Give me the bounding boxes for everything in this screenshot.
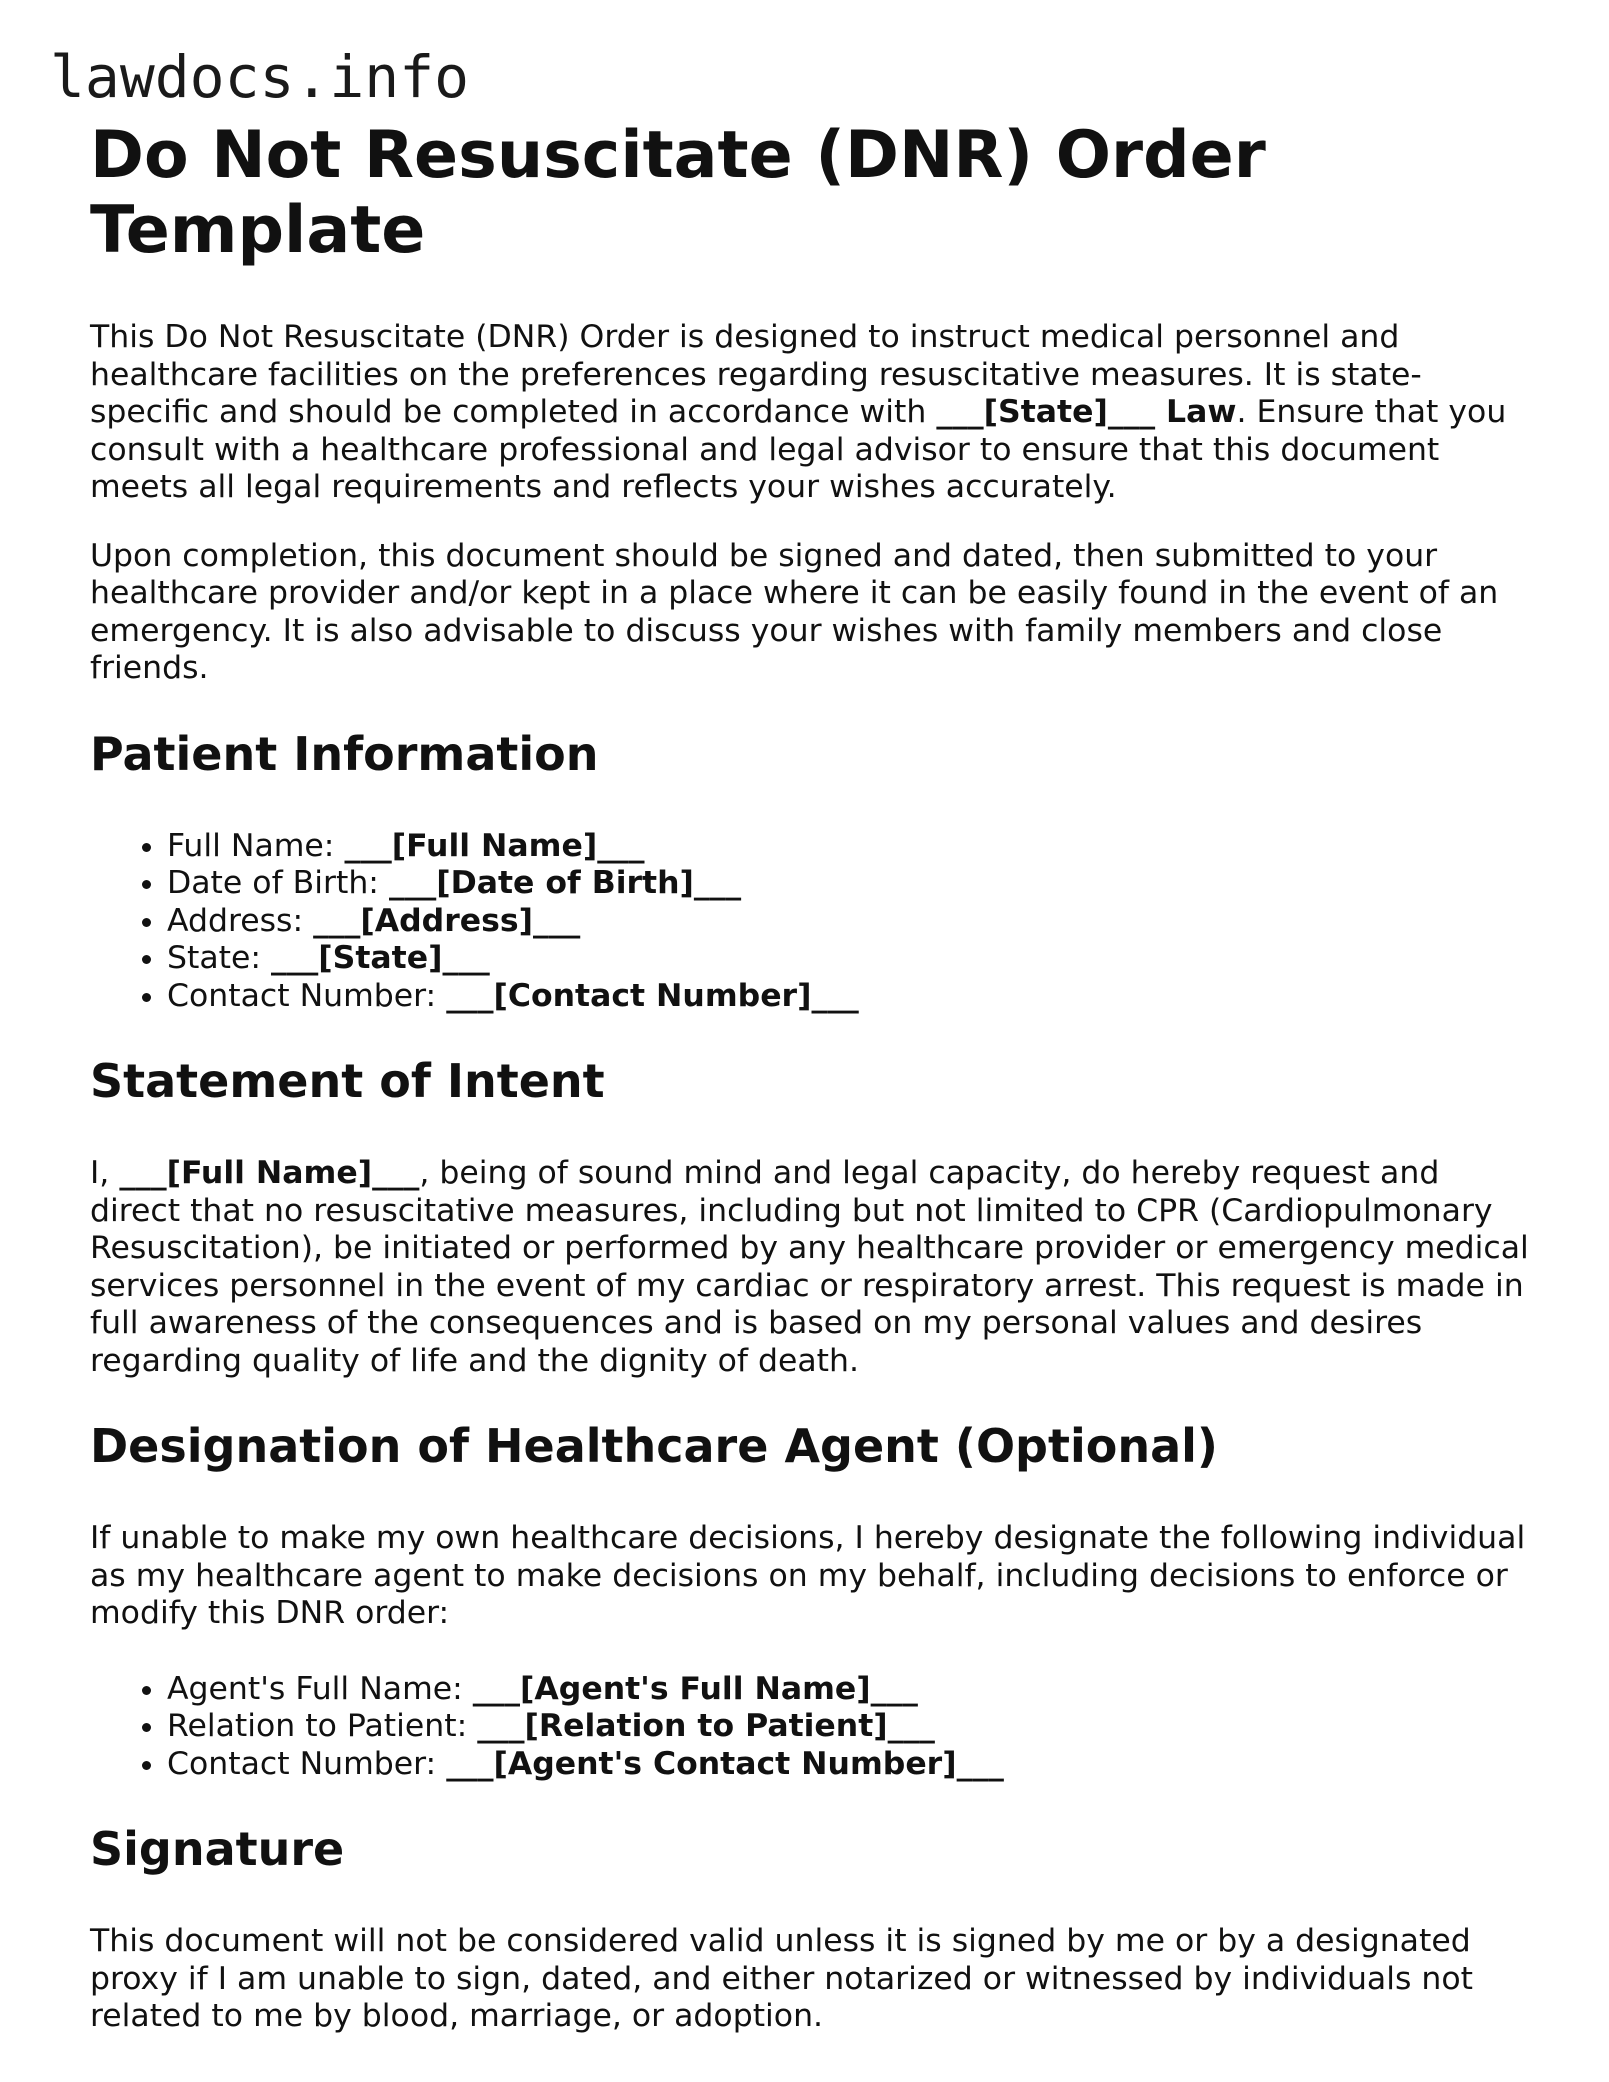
section-heading-statement-of-intent: Statement of Intent [90,1054,605,1108]
field-placeholder: ___[Agent's Full Name]___ [472,1670,918,1707]
list-item [167,1708,1530,1746]
field-placeholder: ___[Full Name]___ [344,827,645,864]
intent-prefix: I, [90,1155,120,1191]
field-placeholder: ___[Relation to Patient]___ [477,1708,935,1744]
site-watermark: lawdocs.info [50,43,470,111]
field-label: Address: [167,902,314,939]
document-title: Do Not Resuscitate (DNR) Order Template [90,118,1266,268]
list-item [167,940,1530,978]
list-item [167,1671,1530,1709]
statement-of-intent-paragraph [90,1155,1530,1380]
field-placeholder: ___[Address]___ [313,902,581,939]
patient-information-list [90,828,1530,1016]
list-item [167,1746,1530,1784]
field-label: Relation to Patient: [167,1708,478,1744]
list-item [167,978,1530,1016]
full-name-placeholder: ___[Full Name]___ [119,1155,420,1191]
intent-text: , being of sound mind and legal capacity, do hereby request and direct that no resuscitative measures, including but not limited to CPR (Cardiopulmonary Resuscitation), be initiated or performed by any healthcare provider or emergency medical services personnel in the event of my cardiac or respiratory arrest. This request is made in full awareness of the consequences and is based on my personal values and desires regarding quality of life and the dignity of death. [90,1155,1529,1379]
field-placeholder: ___[State]___ [271,940,490,976]
intro-text-end: . Ensure that you consult with a healthcare professional and legal advisor to ensure that this document meets all legal requirements and reflects your wishes accurately. [90,394,1507,505]
list-item [167,865,1530,903]
section-heading-healthcare-agent: Designation of Healthcare Agent (Optional) [90,1419,1218,1473]
field-label: Agent's Full Name: [167,1670,473,1707]
healthcare-agent-list [90,1671,1530,1784]
list-item [167,903,1530,941]
field-label: State: [167,940,272,976]
section-heading-patient-information: Patient Information [90,726,599,781]
section-heading-signature: Signature [90,1822,345,1876]
field-label: Date of Birth: [167,865,389,901]
state-law-placeholder: ___[State]___ Law [936,394,1237,430]
field-label: Contact Number: [167,977,447,1014]
document-body [90,118,1530,2036]
field-label: Full Name: [167,827,345,864]
field-placeholder: ___[Contact Number]___ [446,977,859,1014]
field-label: Contact Number: [167,1745,447,1782]
intro-paragraph-completion: Upon completion, this document should be signed and dated, then submitted to your healthcare provider and/or kept in a place where it can be easily found in the event of an emergency. It is also advisable to discuss your wishes with family members and close friends. [90,537,1499,686]
list-item [167,828,1530,866]
field-placeholder: ___[Agent's Contact Number]___ [446,1745,1004,1782]
healthcare-agent-paragraph: If unable to make my own healthcare decisions, I hereby designate the following individual as my healthcare agent to make decisions on my behalf, including decisions to enforce or modify this DNR order: [90,1520,1526,1631]
field-placeholder: ___[Date of Birth]___ [388,865,742,901]
intro-text-start: This Do Not Resuscitate (DNR) Order is designed to instruct medical personnel and healthcare facilities on the preferences regarding resuscitative measures. It is state-specific and should be completed in accordance with [90,319,1422,430]
signature-paragraph: This document will not be considered valid unless it is signed by me or by a designated proxy if I am unable to sign, dated, and either notarized or witnessed by individuals not related to me by blood, marriage, or adoption. [90,1923,1473,2034]
intro-paragraph-purpose [90,319,1530,507]
